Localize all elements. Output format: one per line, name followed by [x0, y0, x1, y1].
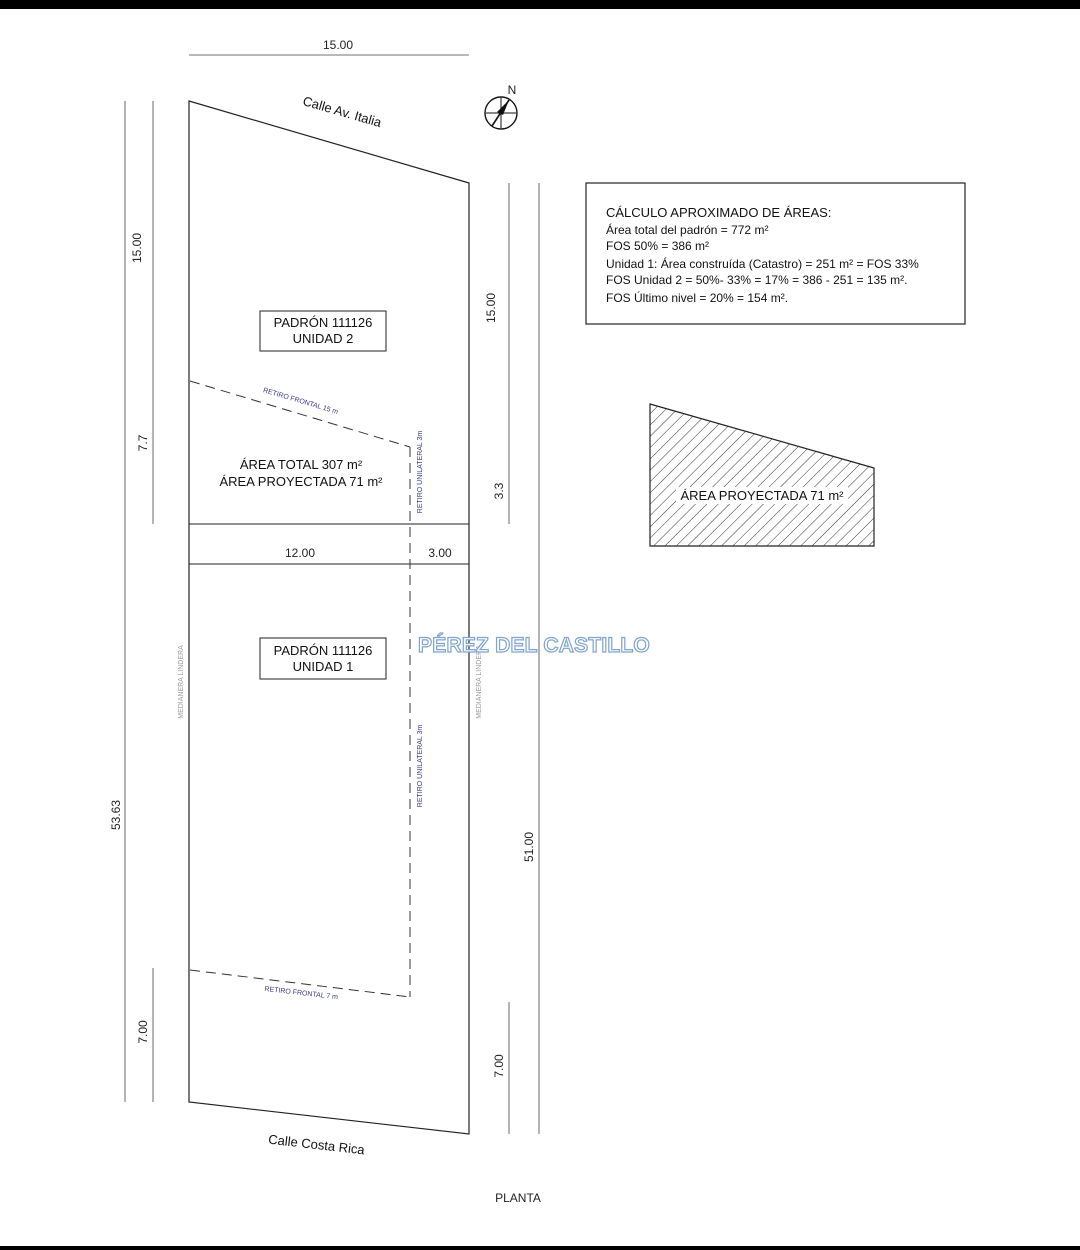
front-setback-top-label: RETIRO FRONTAL 15 m	[262, 387, 339, 416]
drawing-caption: PLANTA	[495, 1191, 541, 1205]
projected-area-shape-label: ÁREA PROYECTADA 71 m²	[680, 488, 844, 503]
calculation-line-2: FOS 50% = 386 m²	[606, 239, 710, 253]
left-middle-dimension: 7.7	[136, 434, 150, 452]
projected-area-label: ÁREA PROYECTADA 71 m²	[219, 474, 383, 489]
left-total-dimension: 53.63	[109, 799, 123, 831]
lateral-setback-bottom-label: RETIRO UNILATERAL 3m	[417, 724, 424, 808]
projected-area-shape	[650, 404, 874, 546]
watermark-text: PÉREZ DEL CASTILLO	[418, 634, 650, 657]
unit2-padron-label: PADRÓN 111126	[273, 315, 373, 330]
inner-left-width-dimension: 12.00	[284, 546, 316, 560]
right-lower-dimension: 7.00	[492, 1054, 506, 1078]
total-area-label: ÁREA TOTAL 307 m²	[239, 457, 363, 472]
unit1-padron-label: PADRÓN 111126	[273, 643, 373, 658]
top-width-dimension: 15.00	[322, 38, 354, 52]
lot-outline	[189, 101, 469, 1134]
north-arrow-icon	[485, 83, 517, 129]
north-label: N	[507, 83, 517, 97]
front-setback-bottom-label: RETIRO FRONTAL 7 m	[264, 985, 339, 1002]
left-party-wall-label: MEDIANERA LINDERA	[178, 645, 185, 719]
right-party-wall-label: MEDIANERA LINDERA	[476, 645, 483, 719]
south-street-label: Calle Costa Rica	[267, 1131, 366, 1158]
left-lower-dimension: 7.00	[136, 1020, 150, 1044]
front-setback-line-top	[190, 381, 410, 447]
inner-right-width-dimension: 3.00	[428, 546, 452, 560]
calculation-line-1: Área total del padrón = 772 m²	[606, 223, 769, 237]
calculation-line-3: Unidad 1: Área construída (Catastro) = 251 m² = FOS 33%	[606, 257, 919, 271]
north-street-label: Calle Av. Italia	[301, 93, 384, 131]
calculation-line-4: FOS Unidad 2 = 50%- 33% = 17% = 386 - 251 = 135 m².	[606, 273, 908, 287]
lateral-setback-top-label: RETIRO UNILATERAL 3m	[417, 430, 424, 514]
calculation-line-5: FOS Último nivel = 20% = 154 m².	[606, 291, 789, 305]
right-middle-dimension: 3.3	[492, 482, 506, 500]
calculation-title: CÁLCULO APROXIMADO DE ÁREAS:	[606, 205, 832, 220]
unit2-name-label: UNIDAD 2	[292, 331, 354, 346]
unit1-name-label: UNIDAD 1	[292, 659, 354, 674]
left-upper-dimension: 15.00	[130, 232, 144, 264]
right-upper-dimension: 15.00	[484, 292, 498, 324]
right-total-dimension: 51.00	[522, 831, 536, 863]
